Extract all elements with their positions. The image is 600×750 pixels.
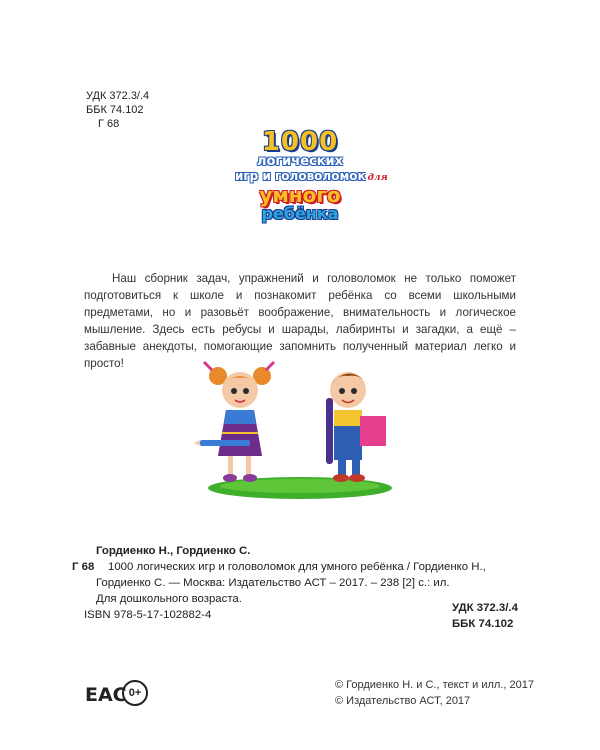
children-illustration <box>200 360 400 505</box>
udk-code-bottom: УДК 372.3/.4 <box>452 602 518 614</box>
copyright-publisher: © Издательство АСТ, 2017 <box>335 695 471 707</box>
author-mark: Г 68 <box>98 118 120 130</box>
record-audience: Для дошкольного возраста. <box>96 593 242 605</box>
age-rating-badge: 0+ <box>122 680 148 706</box>
classification-codes <box>86 89 149 131</box>
record-title: 1000 логических игр и головоломок для умного ребёнка / Гордиенко Н., Гордиенко С. — Москва: Издательство АСТ – 2017. – 238 [2] с.: ил. <box>96 561 486 589</box>
logo-for: для <box>367 173 388 183</box>
copyright-authors: © Гордиенко Н. и С., текст и илл., 2017 <box>335 679 534 691</box>
eac-mark-text: EAC <box>85 684 127 706</box>
book-logo <box>235 127 388 223</box>
logo-number: 1000 <box>261 127 339 157</box>
logo-line-smart: умного <box>259 183 341 207</box>
record-title-row <box>72 559 516 591</box>
book-description: Наш сборник задач, упражнений и головоломок не только поможет подготовиться к школе и познакомит ребёнка со всеми школьными предметами, но и разовьёт воображение, внимательность и логическое мышление. Здесь есть ребусы и шарады, лабиринты и загадки, а ещё – забавные анекдоты, помогающие запомнить полученный материал легко и просто! <box>84 272 516 370</box>
girl-figure <box>194 362 274 482</box>
boy-figure <box>326 372 386 482</box>
logo-games-text: игр и головоломок <box>235 169 366 183</box>
bbk-code: ББК 74.102 <box>86 104 144 116</box>
record-isbn: ISBN 978-5-17-102882-4 <box>84 609 212 621</box>
eac-mark-icon <box>85 680 127 711</box>
record-code: Г 68 <box>72 561 95 573</box>
udk-code: УДК 372.3/.4 <box>86 90 150 102</box>
logo-line-logical: логических <box>256 154 344 169</box>
logo-line-child: ребёнка <box>261 204 339 223</box>
copyright-block <box>335 677 534 709</box>
classification-codes-bottom <box>452 600 518 632</box>
record-authors: Гордиенко Н., Гордиенко С. <box>96 545 251 557</box>
bbk-code-bottom: ББК 74.102 <box>452 618 514 630</box>
